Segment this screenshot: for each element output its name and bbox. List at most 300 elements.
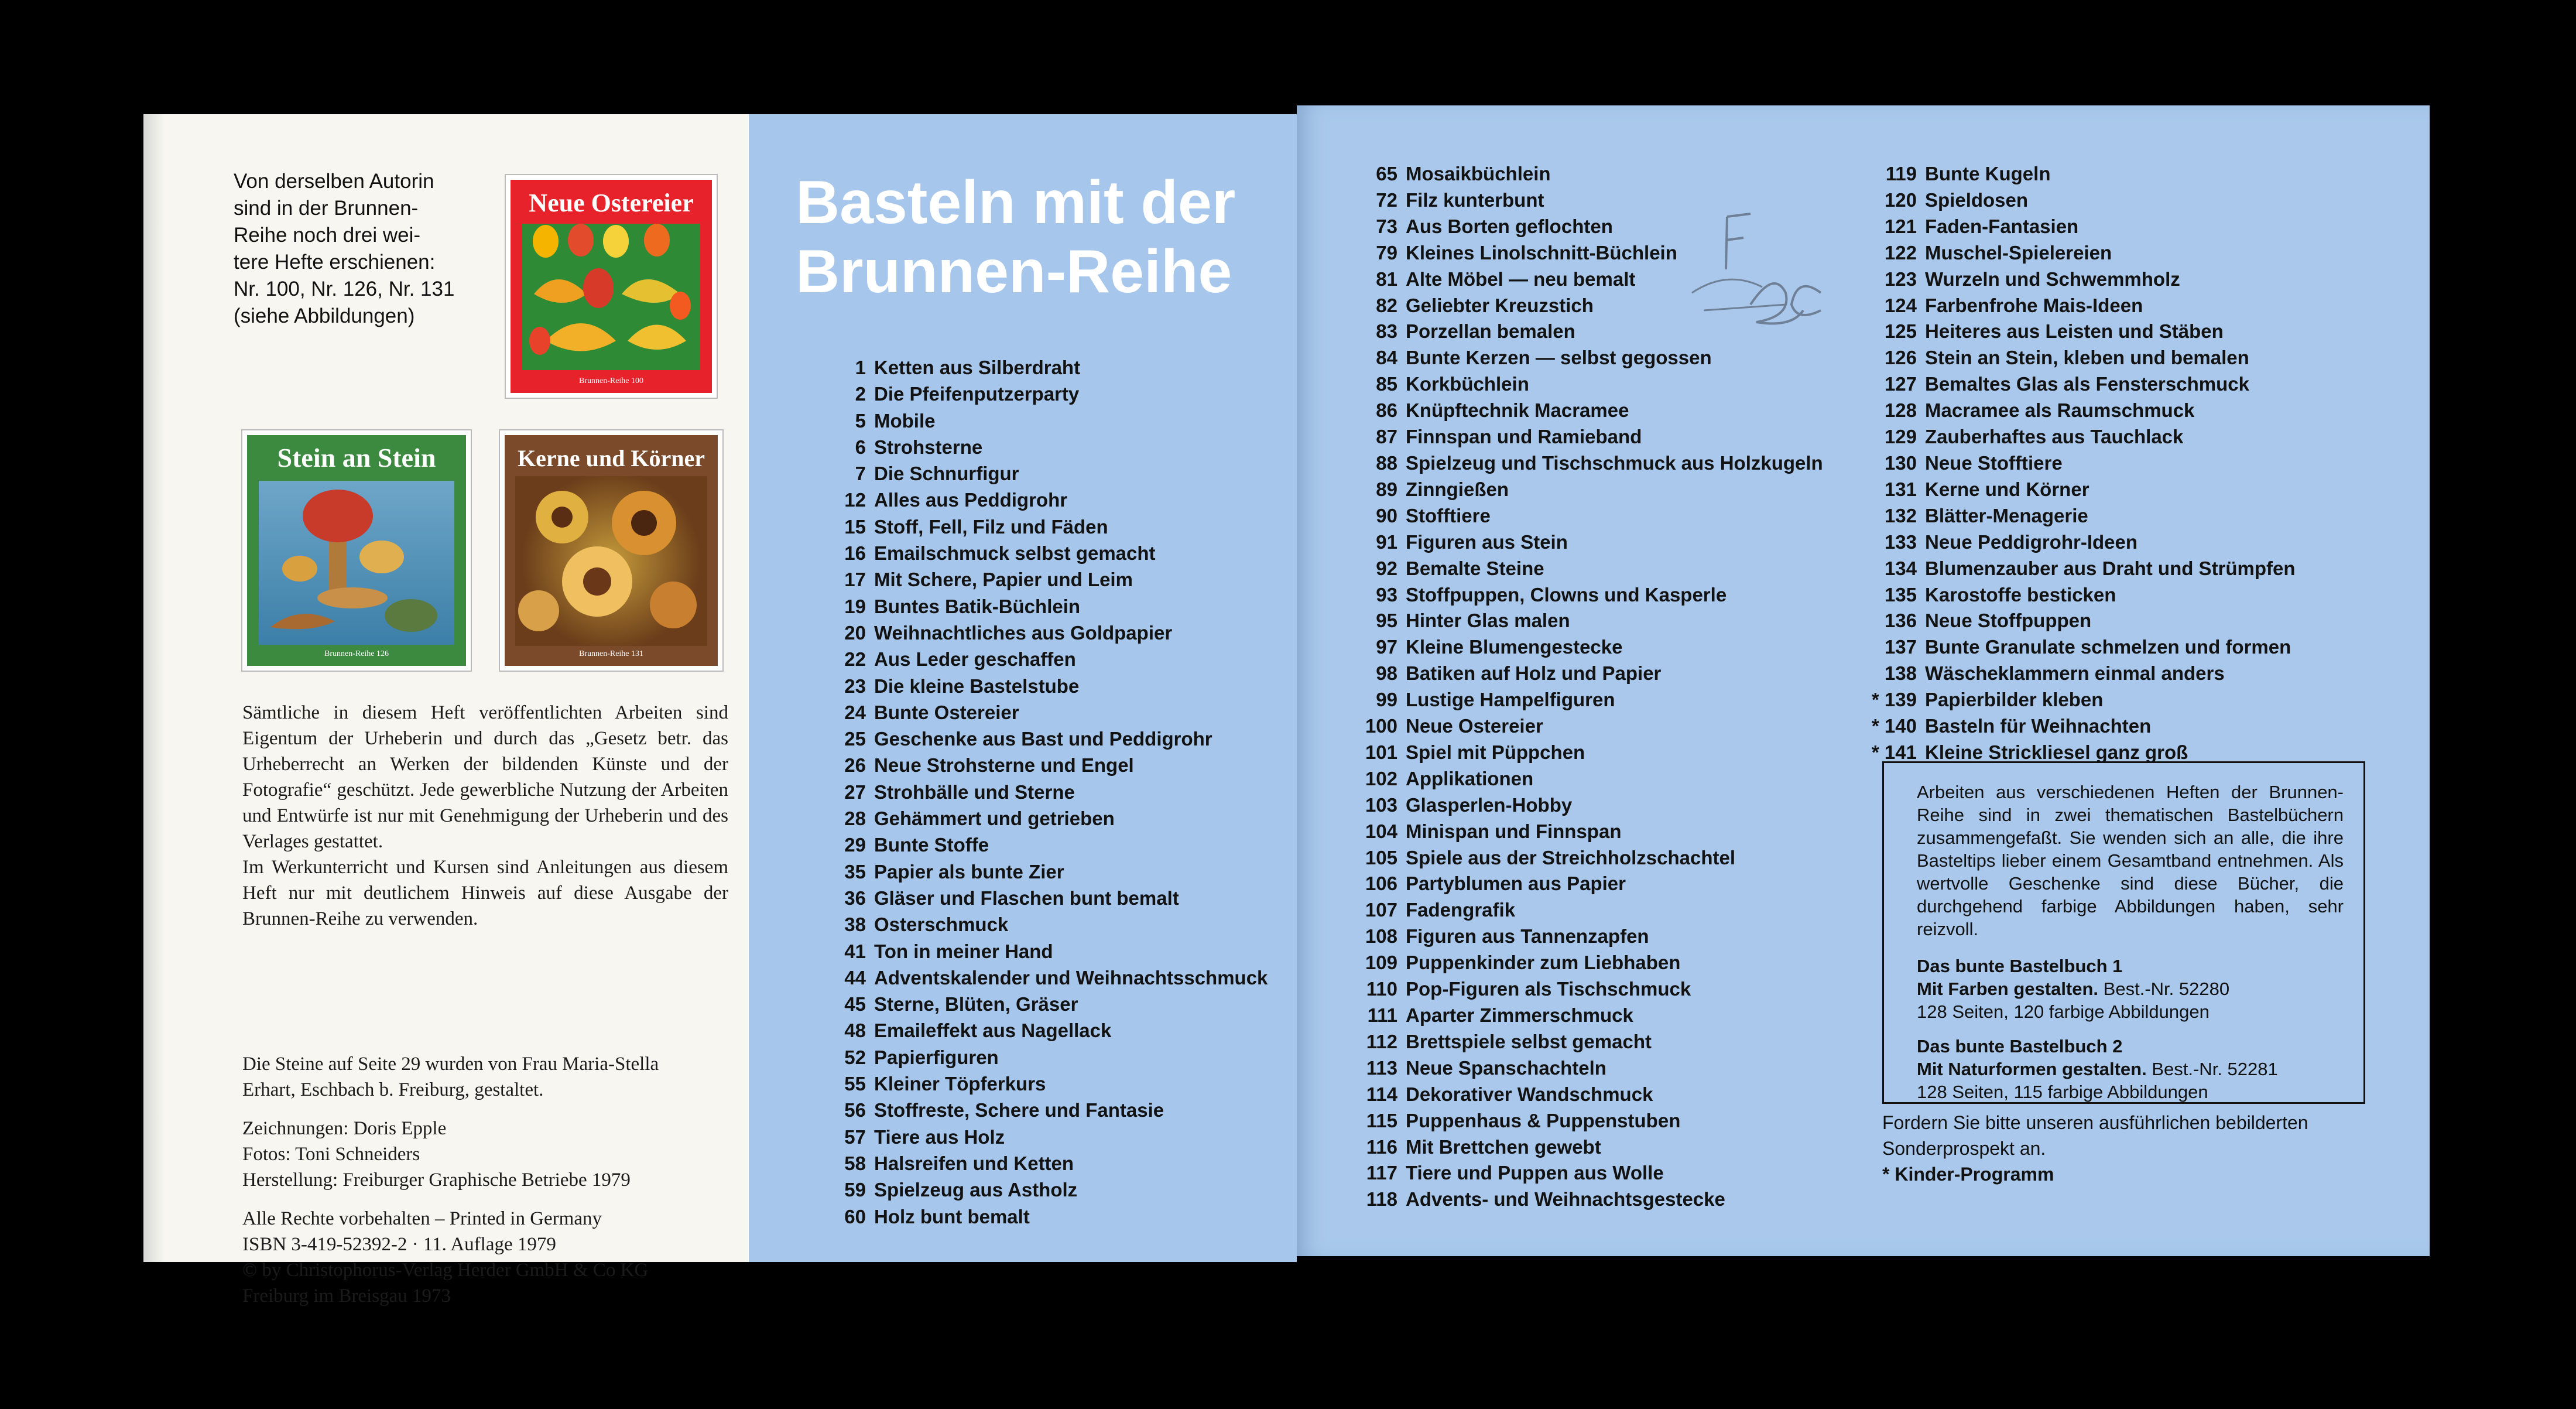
- item-number: 103: [1365, 794, 1397, 816]
- item-title: Kleines Linolschnitt-Büchlein: [1406, 241, 1677, 264]
- item-title: Puppenkinder zum Liebhaben: [1406, 952, 1681, 974]
- item-number: 95: [1376, 610, 1397, 632]
- item-title: Wäscheklammern einmal anders: [1925, 662, 2225, 685]
- item-title: Mobile: [874, 409, 936, 432]
- item-title: Die Schnurfigur: [874, 463, 1019, 485]
- item-number: 109: [1365, 952, 1397, 974]
- list-item: [813, 752, 1268, 778]
- list-item: [1844, 424, 2296, 450]
- item-title: Spiele aus der Streichholzschachtel: [1406, 846, 1736, 868]
- item-title: Stoffreste, Schere und Fantasie: [874, 1099, 1164, 1121]
- item-number: 97: [1376, 636, 1397, 658]
- item-title: Bunte Granulate schmelzen und formen: [1925, 636, 2291, 658]
- credits: [242, 1051, 659, 1322]
- item-title: Stoffpuppen, Clowns und Kasperle: [1406, 583, 1727, 606]
- list-item: [1844, 556, 2296, 582]
- item-title: Finnspan und Ramieband: [1406, 426, 1642, 448]
- item-title: Neue Stoffpuppen: [1925, 610, 2092, 632]
- list-item: [813, 1017, 1268, 1044]
- list-item: [1344, 1134, 1823, 1161]
- item-title: Mosaikbüchlein: [1406, 163, 1551, 184]
- stones-credit: Die Steine auf Seite 29 wurden von Frau Maria-Stella Erhart, Eschbach b. Freiburg, gestaltet.: [242, 1054, 659, 1100]
- footer-note: Fordern Sie bitte unseren ausführlichen bebilderten Sonderprospekt an. * Kinder-Programm: [1882, 1112, 2308, 1185]
- list-item: [1844, 240, 2296, 266]
- list-item: [1344, 792, 1823, 819]
- item-number: 7: [855, 463, 866, 485]
- item-number: 105: [1365, 846, 1397, 868]
- list-item: [1344, 1186, 1823, 1213]
- list-item: [1344, 161, 1823, 187]
- item-number: 45: [844, 993, 866, 1015]
- item-title: Stein an Stein, kleben und bemalen: [1925, 347, 2249, 369]
- item-number: 23: [844, 675, 866, 697]
- item-number: 130: [1884, 452, 1917, 474]
- cover-stein-an-stein: Stein an Stein Brunnen-Reihe 126: [242, 430, 471, 671]
- cover-neue-ostereier: Neue Ostereier Brunnen-Reihe 100: [506, 175, 717, 398]
- item-title: Bemaltes Glas als Fensterschmuck: [1925, 373, 2249, 395]
- item-number: 101: [1365, 741, 1397, 763]
- item-number: 133: [1884, 531, 1917, 553]
- item-number: 125: [1884, 320, 1917, 343]
- catalog-list-left: [813, 354, 1268, 1230]
- list-item: [813, 1097, 1268, 1123]
- item-title: Geliebter Kreuzstich: [1406, 294, 1594, 316]
- catalog-column-left: [749, 114, 1297, 1262]
- rights-credit: Alle Rechte vorbehalten – Printed in Germany ISBN 3-419-52392-2 · 11. Auflage 1979 © by Christophorus-Verlag Herder GmbH & Co KG Freiburg im Breisgau 1973: [242, 1208, 649, 1307]
- item-number: 128: [1884, 399, 1917, 422]
- list-item: [1344, 529, 1823, 556]
- list-item: [813, 832, 1268, 858]
- item-title: Figuren aus Tannenzapfen: [1406, 925, 1649, 948]
- item-title: Puppenhaus & Puppenstuben: [1406, 1109, 1681, 1131]
- cover-image-eggs: [522, 224, 700, 370]
- item-title: Glasperlen-Hobby: [1406, 794, 1573, 816]
- left-page: [143, 114, 1297, 1307]
- item-title: Neue Spanschachteln: [1406, 1056, 1606, 1079]
- item-number: 107: [1365, 899, 1397, 921]
- item-title: Porzellan bemalen: [1406, 320, 1575, 343]
- item-number: 5: [855, 409, 866, 432]
- list-item: [813, 991, 1268, 1017]
- list-item: [813, 1124, 1268, 1150]
- item-number: 115: [1366, 1109, 1397, 1131]
- item-number: 93: [1376, 583, 1397, 606]
- item-number: 104: [1365, 820, 1397, 842]
- item-number: 129: [1884, 426, 1917, 448]
- item-number: 90: [1376, 504, 1397, 526]
- list-item: [1344, 740, 1823, 766]
- list-item: [1844, 371, 2296, 398]
- list-item: [1344, 1108, 1823, 1134]
- item-number: 29: [844, 834, 866, 856]
- item-title: Neue Ostereier: [1406, 715, 1543, 737]
- item-title: Ton in meiner Hand: [874, 940, 1053, 962]
- list-item: [813, 434, 1268, 460]
- item-title: Pop-Figuren als Tischschmuck: [1406, 978, 1691, 1000]
- item-title: Adventskalender und Weihnachtsschmuck: [874, 966, 1268, 989]
- list-item: [1344, 661, 1823, 687]
- item-number: 36: [844, 887, 866, 909]
- item-number: 19: [844, 595, 866, 617]
- list-item: [813, 885, 1268, 911]
- item-title: Geschenke aus Bast und Peddigrohr: [874, 728, 1212, 750]
- item-number: 24: [844, 701, 866, 723]
- item-title: Batiken auf Holz und Papier: [1406, 662, 1662, 685]
- info-box: Arbeiten aus verschiedenen Heften der Brunnen-Reihe sind in zwei thematischen Bastelbüchern zusammengefaßt. Sie wenden sich an alle, die ihre Basteltips lieber einem Gesamtband entnehmen. Als wertvolle Geschenke sind diese Bücher, die durchgehend farbige Abbildungen haben, sehr reizvoll. Das bunte Bastelbuch 1 Mit Farben gestalten. Best.-Nr. 52280 128 Seiten, 120 farbige Abbildungen Das bunte Bastelbuch 2 Mit Naturformen gestalten. Best.-Nr. 52281 128 Seiten, 115 farbige Abbildungen: [1882, 761, 2365, 1104]
- list-item: [1844, 661, 2296, 687]
- item-title: Holz bunt bemalt: [874, 1205, 1030, 1227]
- item-number: 123: [1884, 268, 1917, 290]
- item-number: 81: [1376, 268, 1397, 290]
- list-item: [1344, 634, 1823, 661]
- item-number: 27: [844, 781, 866, 803]
- item-title: Papier als bunte Zier: [874, 860, 1064, 883]
- item-title: Aus Borten geflochten: [1406, 215, 1613, 237]
- item-number: 121: [1884, 215, 1917, 237]
- item-title: Aus Leder geschaffen: [874, 648, 1076, 671]
- item-title: Neue Peddigrohr-Ideen: [1925, 531, 2138, 553]
- list-item: [1844, 529, 2296, 556]
- list-item: [813, 1203, 1268, 1230]
- item-number: 72: [1376, 189, 1397, 211]
- page-title: Basteln mit der Brunnen-Reihe: [796, 169, 1236, 306]
- list-item: [813, 1150, 1268, 1177]
- item-number: 118: [1366, 1188, 1397, 1210]
- item-title: Strohsterne: [874, 436, 983, 458]
- item-number: 108: [1365, 925, 1397, 948]
- item-number: 98: [1376, 662, 1397, 685]
- item-title: Gehämmert und getrieben: [874, 808, 1115, 830]
- list-item: [813, 673, 1268, 699]
- item-number: 2: [855, 383, 866, 405]
- item-number: 57: [844, 1126, 866, 1148]
- item-number: 44: [844, 966, 866, 989]
- list-item: [813, 1071, 1268, 1097]
- item-title: Spieldosen: [1925, 189, 2029, 211]
- item-title: Blumenzauber aus Draht und Strümpfen: [1925, 557, 2296, 579]
- item-number: 25: [844, 728, 866, 750]
- item-title: Tiere aus Holz: [874, 1126, 1005, 1148]
- item-number: 134: [1884, 557, 1917, 579]
- list-item: [813, 911, 1268, 938]
- item-number: 99: [1376, 689, 1397, 711]
- list-item: [813, 460, 1268, 487]
- item-number: 117: [1366, 1162, 1397, 1184]
- item-title: Stoff, Fell, Filz und Fäden: [874, 515, 1108, 538]
- list-item: [1344, 371, 1823, 398]
- list-item: [813, 354, 1268, 381]
- list-item: [813, 593, 1268, 620]
- list-item: [813, 1177, 1268, 1203]
- item-number: 112: [1366, 1030, 1397, 1052]
- item-number: 137: [1884, 636, 1917, 658]
- list-item: [1344, 845, 1823, 871]
- item-number: 52: [844, 1046, 866, 1068]
- item-number: 138: [1884, 662, 1917, 685]
- list-item: [1844, 161, 2296, 187]
- list-item: [813, 938, 1268, 965]
- list-item: [1344, 687, 1823, 713]
- list-item: [1344, 713, 1823, 740]
- item-number: 15: [844, 515, 866, 538]
- item-number: 102: [1365, 767, 1397, 789]
- list-item: [813, 646, 1268, 672]
- list-item: [813, 699, 1268, 726]
- item-title: Gläser und Flaschen bunt bemalt: [874, 887, 1179, 909]
- list-item: [813, 965, 1268, 991]
- list-item: [1344, 608, 1823, 634]
- list-item: [1344, 1082, 1823, 1108]
- list-item: [1344, 477, 1823, 503]
- item-number: 87: [1376, 426, 1397, 448]
- item-number: * 141: [1871, 741, 1917, 763]
- book-2: Das bunte Bastelbuch 2 Mit Naturformen gestalten. Best.-Nr. 52281 128 Seiten, 115 farbige Abbildungen: [1917, 1036, 2278, 1102]
- item-number: 120: [1884, 189, 1917, 211]
- item-title: Mit Brettchen gewebt: [1406, 1136, 1601, 1158]
- list-item: [1344, 976, 1823, 1003]
- item-number: 35: [844, 860, 866, 883]
- item-title: Farbenfrohe Mais-Ideen: [1925, 294, 2143, 316]
- item-title: Applikationen: [1406, 767, 1534, 789]
- item-number: 60: [844, 1205, 866, 1227]
- item-title: Neue Strohsterne und Engel: [874, 754, 1134, 777]
- list-item: [813, 859, 1268, 885]
- list-item: [1844, 608, 2296, 634]
- item-number: 65: [1376, 163, 1397, 184]
- item-number: 91: [1376, 531, 1397, 553]
- list-item: [1844, 450, 2296, 477]
- intro-text: Von derselben Autorin sind in der Brunnen- Reihe noch drei wei- tere Hefte erschienen: Nr. 100, Nr. 126, Nr. 131 (siehe Abbildungen): [234, 170, 455, 327]
- list-item: [813, 514, 1268, 540]
- item-number: 16: [844, 542, 866, 565]
- list-item: [1844, 187, 2296, 214]
- page-edge: [143, 114, 163, 1262]
- item-number: 56: [844, 1099, 866, 1121]
- list-item: [1844, 713, 2296, 740]
- list-item: [1844, 266, 2296, 293]
- item-title: Neue Stofftiere: [1925, 452, 2063, 474]
- item-number: 100: [1365, 715, 1397, 737]
- list-item: [1344, 398, 1823, 424]
- list-item: [813, 779, 1268, 805]
- item-number: * 139: [1871, 689, 1917, 711]
- item-title: Papierfiguren: [874, 1046, 999, 1068]
- item-number: 119: [1885, 163, 1917, 184]
- item-number: 111: [1367, 1004, 1397, 1026]
- pencil-marks: [1680, 193, 1891, 363]
- list-item: [1844, 477, 2296, 503]
- item-number: 12: [844, 489, 866, 511]
- item-title: Figuren aus Stein: [1406, 531, 1568, 553]
- item-number: 48: [844, 1020, 866, 1042]
- item-title: Bunte Kerzen — selbst gegossen: [1406, 347, 1712, 369]
- list-item: [813, 540, 1268, 566]
- list-item: [813, 1044, 1268, 1071]
- list-item: [813, 805, 1268, 832]
- item-number: 17: [844, 569, 866, 591]
- item-title: Wurzeln und Schwemmholz: [1925, 268, 2180, 290]
- catalog-list-right: [1844, 161, 2296, 766]
- item-title: Kerne und Körner: [1925, 478, 2089, 500]
- item-title: Karostoffe besticken: [1925, 583, 2116, 606]
- list-item: [1344, 819, 1823, 845]
- list-item: [1344, 897, 1823, 924]
- cover-image-stones: [259, 481, 454, 645]
- item-title: Stofftiere: [1406, 504, 1491, 526]
- item-title: Tiere und Puppen aus Wolle: [1406, 1162, 1664, 1184]
- item-number: 22: [844, 648, 866, 671]
- item-number: 83: [1376, 320, 1397, 343]
- list-item: [1344, 503, 1823, 529]
- list-item: [1344, 1160, 1823, 1186]
- item-title: Papierbilder kleben: [1925, 689, 2104, 711]
- item-title: Aparter Zimmerschmuck: [1406, 1004, 1633, 1026]
- item-number: 26: [844, 754, 866, 777]
- list-item: [1344, 1029, 1823, 1055]
- item-number: 116: [1366, 1136, 1397, 1158]
- item-title: Die Pfeifenputzerparty: [874, 383, 1080, 405]
- list-item: [1844, 293, 2296, 319]
- item-title: Zinngießen: [1406, 478, 1509, 500]
- item-title: Hinter Glas malen: [1406, 610, 1570, 632]
- item-number: 84: [1376, 347, 1397, 369]
- item-number: 124: [1884, 294, 1917, 316]
- list-item: [1844, 634, 2296, 661]
- item-number: 132: [1884, 504, 1917, 526]
- item-title: Alte Möbel — neu bemalt: [1406, 268, 1636, 290]
- list-item: [1344, 950, 1823, 976]
- list-item: [1344, 871, 1823, 897]
- item-title: Blätter-Menagerie: [1925, 504, 2088, 526]
- item-number: 86: [1376, 399, 1397, 422]
- item-title: Spielzeug aus Astholz: [874, 1179, 1078, 1201]
- list-item: [813, 381, 1268, 407]
- list-item: [1344, 924, 1823, 950]
- item-title: Spielzeug und Tischschmuck aus Holzkugeln: [1406, 452, 1823, 474]
- copyright-notice: Sämtliche in diesem Heft veröffentlichten Arbeiten sind Eigentum der Urheberin und durch das „Gesetz betr. das Urheberrecht an Werken der bildenden Künste und der Fotografie“ geschützt. Jede gewerbliche Nutzung der Arbeiten und Entwürfe ist nur mit Genehmigung der Urheberin und des Verlages gestattet. Im Werkunterricht und Kursen sind Anleitungen aus diesem Heft nur mit deutlichem Hinweis auf diese Ausgabe der Brunnen-Reihe zu verwenden.: [242, 702, 728, 929]
- list-item: [813, 566, 1268, 593]
- item-title: Bunte Stoffe: [874, 834, 989, 856]
- list-item: [1344, 450, 1823, 477]
- item-title: Basteln für Weihnachten: [1925, 715, 2152, 737]
- item-title: Bunte Ostereier: [874, 701, 1019, 723]
- item-title: Buntes Batik-Büchlein: [874, 595, 1081, 617]
- item-title: Zauberhaftes aus Tauchlack: [1925, 426, 2184, 448]
- list-item: [1844, 214, 2296, 240]
- item-title: Kleine Strickliesel ganz groß: [1925, 741, 2188, 763]
- list-item: [1344, 556, 1823, 582]
- item-title: Emaileffekt aus Nagellack: [874, 1020, 1112, 1042]
- list-item: [1844, 582, 2296, 608]
- item-number: 82: [1376, 294, 1397, 316]
- item-number: 131: [1884, 478, 1917, 500]
- list-item: [813, 620, 1268, 646]
- item-title: Lustige Hampelfiguren: [1406, 689, 1615, 711]
- item-title: Heiteres aus Leisten und Stäben: [1925, 320, 2224, 343]
- list-item: [1344, 1055, 1823, 1082]
- item-number: 58: [844, 1152, 866, 1174]
- item-title: Alles aus Peddigrohr: [874, 489, 1068, 511]
- item-number: 122: [1884, 241, 1917, 264]
- list-item: [1344, 582, 1823, 608]
- item-number: * 140: [1871, 715, 1917, 737]
- item-title: Weihnachtliches aus Goldpapier: [874, 621, 1173, 644]
- item-title: Osterschmuck: [874, 914, 1009, 936]
- list-item: [1844, 687, 2296, 713]
- item-title: Macramee als Raumschmuck: [1925, 399, 2195, 422]
- item-number: 1: [855, 357, 866, 378]
- item-number: 85: [1376, 373, 1397, 395]
- item-number: 89: [1376, 478, 1397, 500]
- item-number: 114: [1366, 1083, 1397, 1105]
- item-title: Muschel-Spielereien: [1925, 241, 2112, 264]
- item-number: 38: [844, 914, 866, 936]
- people-credit: Zeichnungen: Doris Epple Fotos: Toni Schneiders Herstellung: Freiburger Graphische Betriebe 1979: [242, 1118, 631, 1191]
- list-item: [813, 726, 1268, 752]
- item-number: 6: [855, 436, 866, 458]
- item-title: Kleiner Töpferkurs: [874, 1073, 1046, 1095]
- item-number: 135: [1884, 583, 1917, 606]
- item-title: Halsreifen und Ketten: [874, 1152, 1074, 1174]
- item-title: Brettspiele selbst gemacht: [1406, 1030, 1652, 1052]
- list-item: [813, 487, 1268, 513]
- item-number: 88: [1376, 452, 1397, 474]
- item-title: Filz kunterbunt: [1406, 189, 1544, 211]
- item-title: Die kleine Bastelstube: [874, 675, 1080, 697]
- item-title: Faden-Fantasien: [1925, 215, 2079, 237]
- item-number: 20: [844, 621, 866, 644]
- cover-kerne-und-koerner: Kerne und Körner Brunnen-Reihe 131: [500, 430, 722, 671]
- item-title: Knüpftechnik Macramee: [1406, 399, 1629, 422]
- item-title: Dekorativer Wandschmuck: [1406, 1083, 1653, 1105]
- list-item: [1844, 398, 2296, 424]
- imprint-column: [163, 114, 749, 1307]
- list-item: [813, 408, 1268, 434]
- item-title: Emailschmuck selbst gemacht: [874, 542, 1156, 565]
- list-item: [1344, 766, 1823, 792]
- item-title: Sterne, Blüten, Gräser: [874, 993, 1078, 1015]
- item-title: Kleine Blumengestecke: [1406, 636, 1623, 658]
- item-title: Partyblumen aus Papier: [1406, 873, 1626, 895]
- list-item: [1344, 424, 1823, 450]
- item-number: 59: [844, 1179, 866, 1201]
- item-number: 79: [1376, 241, 1397, 264]
- item-title: Ketten aus Silberdraht: [874, 357, 1081, 378]
- item-number: 28: [844, 808, 866, 830]
- item-title: Strohbälle und Sterne: [874, 781, 1075, 803]
- item-title: Spiel mit Püppchen: [1406, 741, 1585, 763]
- item-title: Mit Schere, Papier und Leim: [874, 569, 1133, 591]
- item-number: 127: [1884, 373, 1917, 395]
- item-title: Minispan und Finnspan: [1406, 820, 1622, 842]
- item-title: Bunte Kugeln: [1925, 163, 2051, 184]
- list-item: [1344, 1003, 1823, 1029]
- item-title: Korkbüchlein: [1406, 373, 1529, 395]
- item-title: Fadengrafik: [1406, 899, 1516, 921]
- item-number: 136: [1884, 610, 1917, 632]
- item-number: 41: [844, 940, 866, 962]
- item-number: 73: [1376, 215, 1397, 237]
- item-title: Advents- und Weihnachtsgestecke: [1406, 1188, 1725, 1210]
- list-item: [1844, 319, 2296, 345]
- item-number: 106: [1365, 873, 1397, 895]
- item-number: 55: [844, 1073, 866, 1095]
- item-number: 126: [1884, 347, 1917, 369]
- book-1: Das bunte Bastelbuch 1 Mit Farben gestalten. Best.-Nr. 52280 128 Seiten, 120 farbige Abbildungen: [1917, 956, 2230, 1022]
- item-number: 113: [1366, 1056, 1397, 1079]
- list-item: [1844, 503, 2296, 529]
- cover-image-seeds: [515, 476, 707, 646]
